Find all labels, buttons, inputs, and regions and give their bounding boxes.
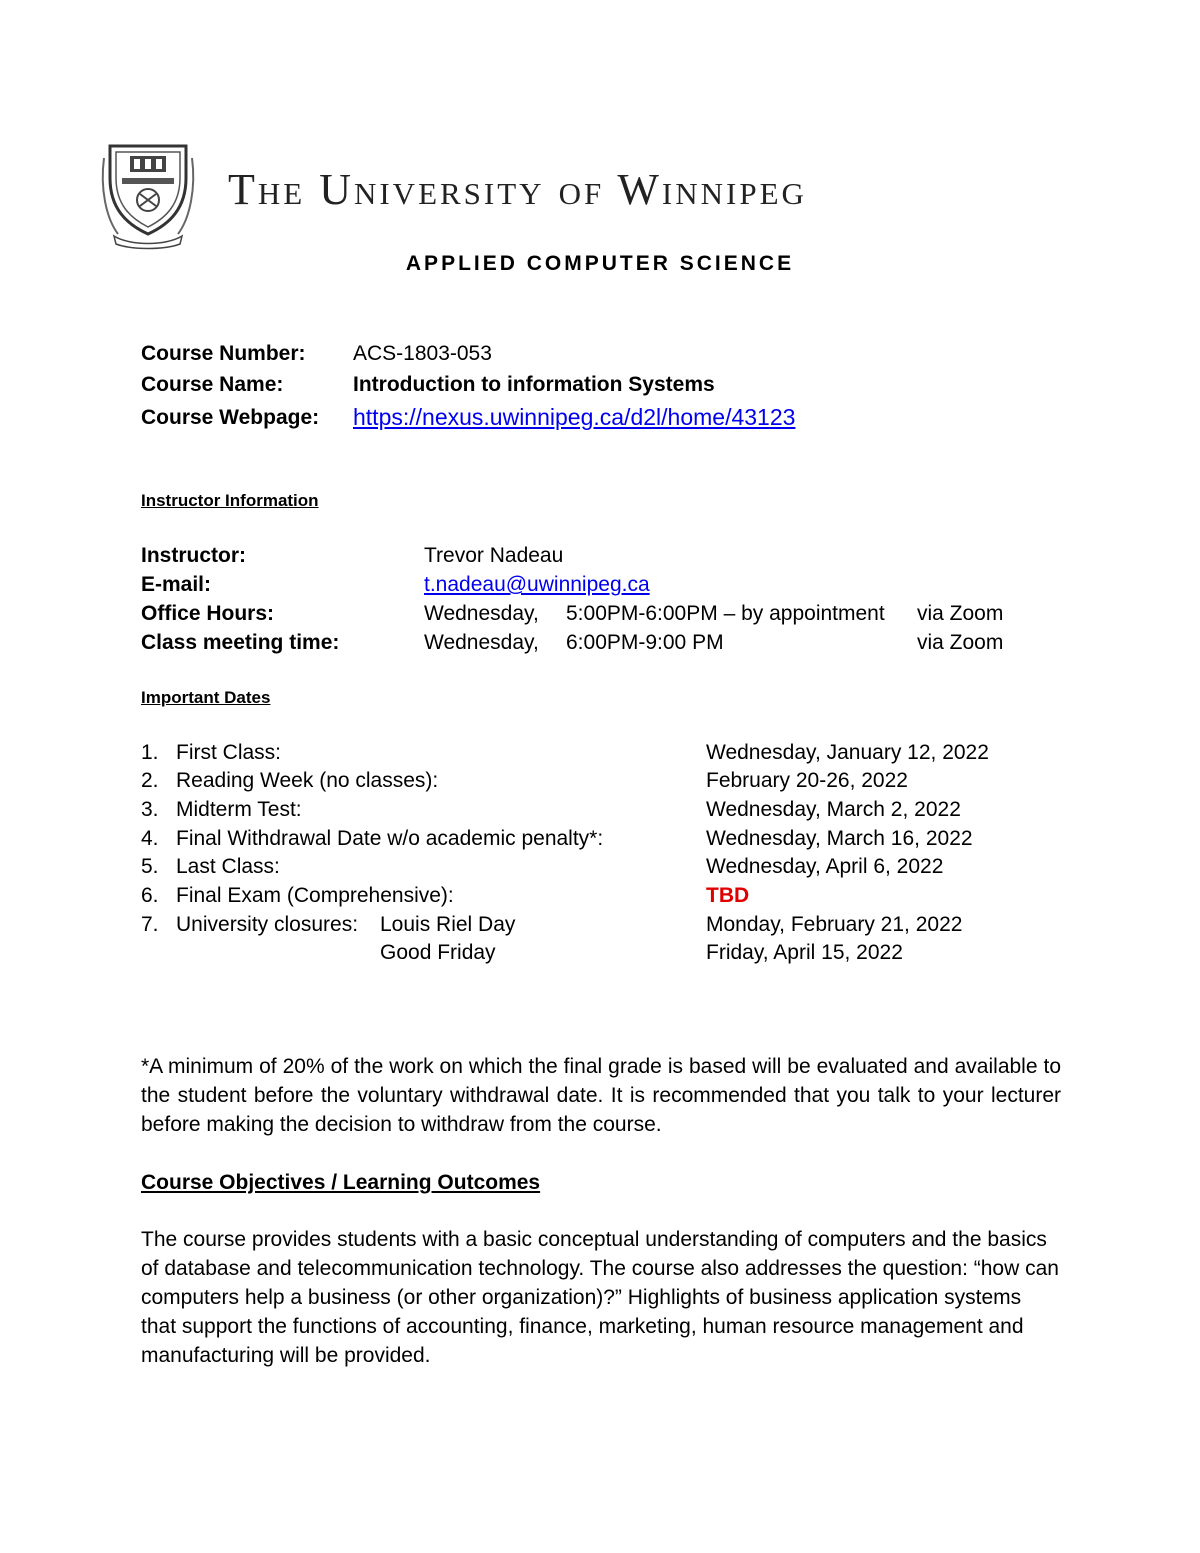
date-item-label: First Class: [176,741,281,764]
course-number-value: ACS-1803-053 [353,342,492,365]
date-item-sublabel: Louis Riel Day [380,913,516,936]
objectives-body: The course provides students with a basic conceptual understanding of computers and the basics of database and telecommunication technology. The course also addresses the question: “how can computers help a business (or other organization)?” Highlights of business application systems that support the functions of accounting, finance, marketing, human resource management and manufacturing will be provided. [141,1228,1059,1367]
date-item-value: Wednesday, March 2, 2022 [706,798,961,821]
course-name-value: Introduction to information Systems [353,373,715,396]
date-item-number: 3. [141,798,159,821]
date-item-number: 4. [141,827,159,850]
university-name: The University of Winnipeg [228,165,807,214]
important-dates-heading: Important Dates [141,688,271,707]
office-hours-label: Office Hours: [141,602,275,625]
date-item-number: 7. [141,913,159,936]
course-webpage-link[interactable]: https://nexus.uwinnipeg.ca/d2l/home/43123 [353,404,796,430]
date-item-sublabel: Good Friday [380,941,496,964]
objectives-heading: Course Objectives / Learning Outcomes [141,1171,541,1194]
office-hours-time: 5:00PM-6:00PM – by appointment [566,602,885,625]
class-time-via: via Zoom [917,631,1004,654]
office-hours-day: Wednesday, [424,602,539,625]
instructor-label: Instructor: [141,544,246,567]
email-label: E-mail: [141,573,212,596]
date-item-number: 5. [141,855,159,878]
date-item-value-tbd: TBD [706,884,750,907]
date-item-value: Wednesday, March 16, 2022 [706,827,973,850]
date-item-value: Wednesday, April 6, 2022 [706,855,944,878]
course-number-label: Course Number: [141,342,306,365]
date-item-value: Friday, April 15, 2022 [706,941,903,964]
date-item-label: Reading Week (no classes): [176,769,439,792]
date-item-value: Wednesday, January 12, 2022 [706,741,989,764]
office-hours-via: via Zoom [917,602,1004,625]
date-item-value: Monday, February 21, 2022 [706,913,963,936]
withdrawal-footnote: *A minimum of 20% of the work on which the final grade is based will be evaluated and available to the student before the voluntary withdrawal date. It is recommended that you talk to your lecturer before making the decision to withdraw from the course. [141,1055,1061,1136]
date-item-label: Final Withdrawal Date w/o academic penalty*: [176,827,604,850]
date-item-number: 1. [141,741,159,764]
date-item-number: 2. [141,769,159,792]
class-time-time: 6:00PM-9:00 PM [566,631,724,654]
date-item-number: 6. [141,884,159,907]
date-item-label: Midterm Test: [176,798,302,821]
email-link[interactable]: t.nadeau@uwinnipeg.ca [424,573,650,596]
class-time-day: Wednesday, [424,631,539,654]
course-name-label: Course Name: [141,373,284,396]
university-crest-icon [100,138,196,250]
instructor-value: Trevor Nadeau [424,544,564,567]
course-webpage-label: Course Webpage: [141,406,320,429]
class-time-label: Class meeting time: [141,631,340,654]
date-item-value: February 20-26, 2022 [706,769,908,792]
instructor-heading: Instructor Information [141,491,319,510]
date-item-label: Final Exam (Comprehensive): [176,884,454,907]
date-item-label: University closures: [176,913,359,936]
date-item-label: Last Class: [176,855,280,878]
department-title: APPLIED COMPUTER SCIENCE [405,252,795,275]
